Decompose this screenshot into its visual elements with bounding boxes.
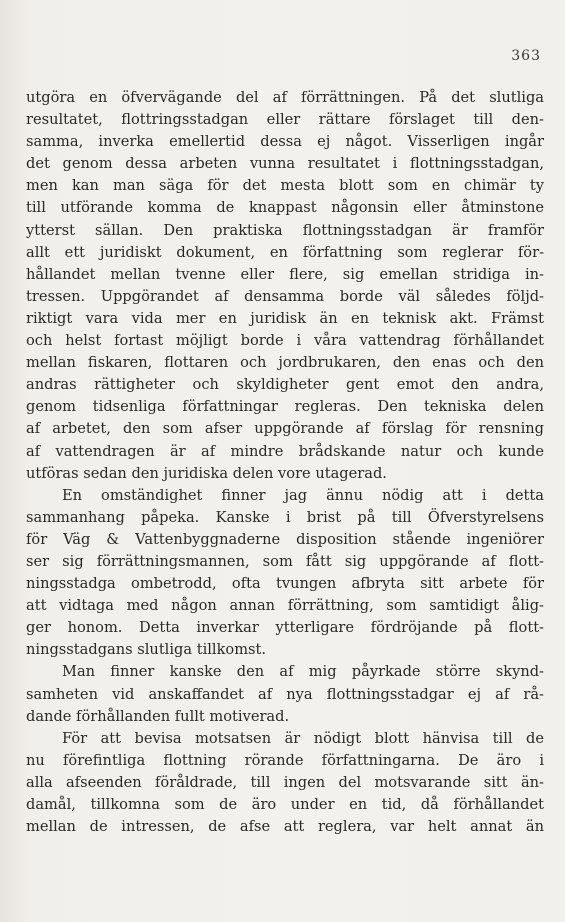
text-line: och helst fortast möjligt borde i våra vattendrag förhållandet: [26, 332, 544, 350]
text-line: riktigt vara vida mer en juridisk än en teknisk akt. Främst: [26, 309, 544, 327]
text-line: tressen. Uppgörandet af densamma borde väl således följd-: [26, 287, 544, 305]
text-line: men kan man säga för det mesta blott som en chimär ty: [26, 177, 544, 195]
text-line: att vidtaga med någon annan förrättning, som samtidigt ålig-: [26, 597, 544, 615]
page-number: 363: [511, 48, 541, 64]
text-line: nu förefintliga flottning rörande författningarna. De äro i: [26, 751, 544, 769]
text-line: utföras sedan den juridiska delen vore utagerad.: [26, 464, 387, 482]
text-line: alla afseenden föråldrade, till ingen del motsvarande sitt än-: [26, 773, 544, 791]
text-line: mellan de intressen, de afse att reglera, var helt annat än: [26, 818, 544, 836]
text-line: till utförande komma de knappast någonsin eller åtminstone: [26, 199, 544, 217]
text-line: samma, inverka emellertid dessa ej något. Visserligen ingår: [26, 133, 544, 151]
body-text: [26, 87, 544, 838]
text-line: En omständighet finner jag ännu nödig att i detta: [62, 486, 544, 504]
text-line: ningsstadga ombetrodd, ofta tvungen afbryta sitt arbete för: [26, 575, 544, 593]
text-line: af vattendragen är af mindre brådskande natur och kunde: [26, 442, 544, 460]
text-line: af arbetet, den som afser uppgörande af förslag för rensning: [26, 420, 544, 438]
text-line: sammanhang påpeka. Kanske i brist på till Öfverstyrelsens: [26, 508, 544, 526]
text-line: ger honom. Detta inverkar ytterligare fördröjande på flott-: [26, 619, 544, 637]
text-line: hållandet mellan tvenne eller flere, sig emellan stridiga in-: [26, 265, 544, 283]
text-line: Man finner kanske den af mig påyrkade större skynd-: [62, 663, 544, 681]
text-line: damål, tillkomna som de äro under en tid, då förhållandet: [26, 796, 544, 813]
text-line: ser sig förrättningsmannen, som fått sig uppgörande af flott-: [26, 552, 544, 570]
text-line: samheten vid anskaffandet af nya flottningsstadgar ej af rå-: [26, 685, 544, 703]
text-line: resultatet, flottringsstadgan eller rättare förslaget till den-: [26, 111, 544, 129]
text-line: det genom dessa arbeten vunna resultatet i flottningsstadgan,: [26, 155, 544, 173]
text-line: genom tidsenliga författningar regleras. Den tekniska delen: [26, 398, 544, 416]
text-line: för Väg & Vattenbyggnaderne disposition stående ingeniörer: [26, 530, 544, 548]
text-line: För att bevisa motsatsen är nödigt blott hänvisa till de: [62, 729, 544, 747]
text-line: utgöra en öfvervägande del af förrättningen. På det slutliga: [26, 89, 544, 106]
text-line: andras rättigheter och skyldigheter gent emot den andra,: [26, 376, 544, 394]
text-line: ningsstadgans slutliga tillkomst.: [26, 641, 267, 659]
text-line: allt ett juridiskt dokument, en författning som reglerar för-: [26, 243, 544, 261]
text-line: ytterst sällan. Den praktiska flottningsstadgan är framför: [26, 221, 544, 239]
text-line: mellan fiskaren, flottaren och jordbrukaren, den enas och den: [26, 354, 544, 372]
text-line: dande förhållanden fullt motiverad.: [26, 707, 290, 725]
